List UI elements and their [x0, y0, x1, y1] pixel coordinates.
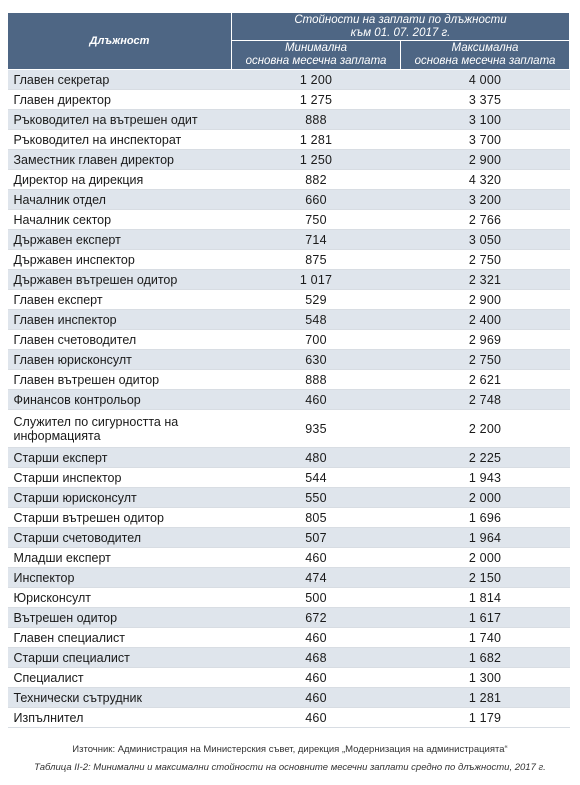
table-row: [8, 568, 570, 588]
min-salary-cell: 1 200: [232, 70, 401, 90]
min-salary-cell: 660: [232, 190, 401, 210]
table-row: [8, 548, 570, 568]
max-salary-cell: 1 814: [401, 588, 570, 608]
table-row: [8, 70, 570, 90]
salary-group-header-line2: към 01. 07. 2017 г.: [350, 26, 451, 39]
min-header-line2: основна месечна заплата: [245, 55, 387, 67]
max-salary-cell: 1 179: [401, 708, 570, 728]
table-row: [8, 310, 570, 330]
table-row: [8, 628, 570, 648]
table-row: [8, 350, 570, 370]
min-salary-cell: 1 250: [232, 150, 401, 170]
table-row: [8, 708, 570, 728]
table-row: [8, 390, 570, 410]
table-row: [8, 448, 570, 468]
table-row: [8, 468, 570, 488]
table-row: [8, 508, 570, 528]
salary-group-header: [232, 13, 570, 41]
position-cell: Директор на дирекция: [8, 170, 232, 190]
max-salary-cell: 2 766: [401, 210, 570, 230]
position-cell: Главен специалист: [8, 628, 232, 648]
table-row: [8, 190, 570, 210]
min-salary-cell: 672: [232, 608, 401, 628]
table-row: [8, 410, 570, 448]
max-salary-cell: 2 000: [401, 488, 570, 508]
max-salary-cell: 1 943: [401, 468, 570, 488]
max-salary-cell: 2 750: [401, 250, 570, 270]
min-salary-cell: 460: [232, 668, 401, 688]
max-salary-cell: 3 700: [401, 130, 570, 150]
min-salary-cell: 805: [232, 508, 401, 528]
max-salary-cell: 3 050: [401, 230, 570, 250]
position-cell: Изпълнител: [8, 708, 232, 728]
max-salary-cell: 2 900: [401, 150, 570, 170]
min-salary-cell: 529: [232, 290, 401, 310]
position-cell: Вътрешен одитор: [8, 608, 232, 628]
max-salary-cell: 3 200: [401, 190, 570, 210]
table-row: [8, 588, 570, 608]
min-salary-cell: 460: [232, 628, 401, 648]
table-row: [8, 290, 570, 310]
position-cell: Ръководител на вътрешен одит: [8, 110, 232, 130]
max-header-line2: основна месечна заплата: [414, 55, 556, 67]
min-salary-cell: 480: [232, 448, 401, 468]
min-salary-cell: 714: [232, 230, 401, 250]
min-salary-cell: 888: [232, 110, 401, 130]
table-row: [8, 170, 570, 190]
position-cell: Главен вътрешен одитор: [8, 370, 232, 390]
max-salary-cell: 1 682: [401, 648, 570, 668]
table-row: [8, 270, 570, 290]
min-salary-cell: 935: [232, 410, 401, 448]
max-salary-cell: 2 748: [401, 390, 570, 410]
min-header-line1: Минимална: [284, 42, 348, 54]
max-salary-cell: 2 750: [401, 350, 570, 370]
position-cell: Главен инспектор: [8, 310, 232, 330]
position-column-header: Длъжност: [8, 13, 232, 70]
position-cell: Старши инспектор: [8, 468, 232, 488]
min-salary-cell: 630: [232, 350, 401, 370]
max-salary-cell: 2 321: [401, 270, 570, 290]
min-salary-cell: 550: [232, 488, 401, 508]
min-salary-cell: 544: [232, 468, 401, 488]
position-cell: Ръководител на инспекторат: [8, 130, 232, 150]
position-cell: Главен секретар: [8, 70, 232, 90]
position-cell: Технически сътрудник: [8, 688, 232, 708]
table-row: [8, 668, 570, 688]
position-cell: Юрисконсулт: [8, 588, 232, 608]
min-salary-cell: 548: [232, 310, 401, 330]
max-salary-cell: 3 375: [401, 90, 570, 110]
position-cell: Началник сектор: [8, 210, 232, 230]
table-row: [8, 210, 570, 230]
max-salary-cell: 1 617: [401, 608, 570, 628]
max-salary-cell: 1 740: [401, 628, 570, 648]
min-salary-cell: 460: [232, 708, 401, 728]
min-salary-cell: 460: [232, 688, 401, 708]
min-salary-cell: 1 017: [232, 270, 401, 290]
max-salary-cell: 2 150: [401, 568, 570, 588]
min-salary-cell: 500: [232, 588, 401, 608]
position-cell: Старши счетоводител: [8, 528, 232, 548]
min-salary-cell: 750: [232, 210, 401, 230]
position-cell: Младши експерт: [8, 548, 232, 568]
max-salary-cell: 1 964: [401, 528, 570, 548]
table-row: [8, 90, 570, 110]
max-salary-cell: 2 200: [401, 410, 570, 448]
min-salary-cell: 468: [232, 648, 401, 668]
position-cell: Служител по сигурността на информацията: [8, 410, 232, 448]
max-header-line1: Максимална: [451, 42, 519, 54]
max-salary-cell: 1 281: [401, 688, 570, 708]
salary-table: [7, 12, 570, 728]
max-salary-cell: 3 100: [401, 110, 570, 130]
table-row: [8, 370, 570, 390]
max-salary-cell: 4 320: [401, 170, 570, 190]
position-cell: Държавен инспектор: [8, 250, 232, 270]
max-salary-cell: 2 400: [401, 310, 570, 330]
min-salary-cell: 1 275: [232, 90, 401, 110]
table-row: [8, 130, 570, 150]
position-cell: Старши специалист: [8, 648, 232, 668]
max-salary-cell: 1 300: [401, 668, 570, 688]
table-row: [8, 110, 570, 130]
salary-group-header-line1: Стойности на заплати по длъжности: [294, 13, 507, 26]
position-cell: Финансов контрольор: [8, 390, 232, 410]
position-cell: Старши вътрешен одитор: [8, 508, 232, 528]
position-cell: Началник отдел: [8, 190, 232, 210]
min-salary-cell: 507: [232, 528, 401, 548]
table-row: [8, 688, 570, 708]
position-cell: Главен директор: [8, 90, 232, 110]
table-row: [8, 528, 570, 548]
min-salary-cell: 875: [232, 250, 401, 270]
table-body: [8, 70, 570, 728]
position-cell: Инспектор: [8, 568, 232, 588]
max-salary-column-header: [401, 41, 570, 70]
min-salary-cell: 460: [232, 390, 401, 410]
max-salary-cell: 2 969: [401, 330, 570, 350]
table-caption: Таблица II-2: Минимални и максимални стойности на основните месечни заплати средно по длъжности, 2017 г.: [34, 762, 546, 773]
position-cell: Държавен експерт: [8, 230, 232, 250]
table-row: [8, 488, 570, 508]
position-cell: Държавен вътрешен одитор: [8, 270, 232, 290]
min-salary-cell: 700: [232, 330, 401, 350]
position-cell: Главен юрисконсулт: [8, 350, 232, 370]
table-header: [8, 13, 570, 70]
table-row: [8, 648, 570, 668]
min-salary-cell: 1 281: [232, 130, 401, 150]
max-salary-cell: 2 621: [401, 370, 570, 390]
position-cell: Заместник главен директор: [8, 150, 232, 170]
min-salary-cell: 474: [232, 568, 401, 588]
min-salary-cell: 888: [232, 370, 401, 390]
table-row: [8, 250, 570, 270]
position-cell: Главен експерт: [8, 290, 232, 310]
table-row: [8, 230, 570, 250]
max-salary-cell: 2 000: [401, 548, 570, 568]
source-note: Източник: Администрация на Министерския съвет, дирекция „Модернизация на администрацията“: [72, 744, 508, 755]
table-row: [8, 608, 570, 628]
position-cell: Старши юрисконсулт: [8, 488, 232, 508]
max-salary-cell: 2 225: [401, 448, 570, 468]
min-salary-cell: 882: [232, 170, 401, 190]
position-cell: Старши експерт: [8, 448, 232, 468]
min-salary-cell: 460: [232, 548, 401, 568]
position-cell: Специалист: [8, 668, 232, 688]
max-salary-cell: 1 696: [401, 508, 570, 528]
table-row: [8, 330, 570, 350]
min-salary-column-header: [232, 41, 401, 70]
position-cell: Главен счетоводител: [8, 330, 232, 350]
max-salary-cell: 2 900: [401, 290, 570, 310]
table-row: [8, 150, 570, 170]
max-salary-cell: 4 000: [401, 70, 570, 90]
